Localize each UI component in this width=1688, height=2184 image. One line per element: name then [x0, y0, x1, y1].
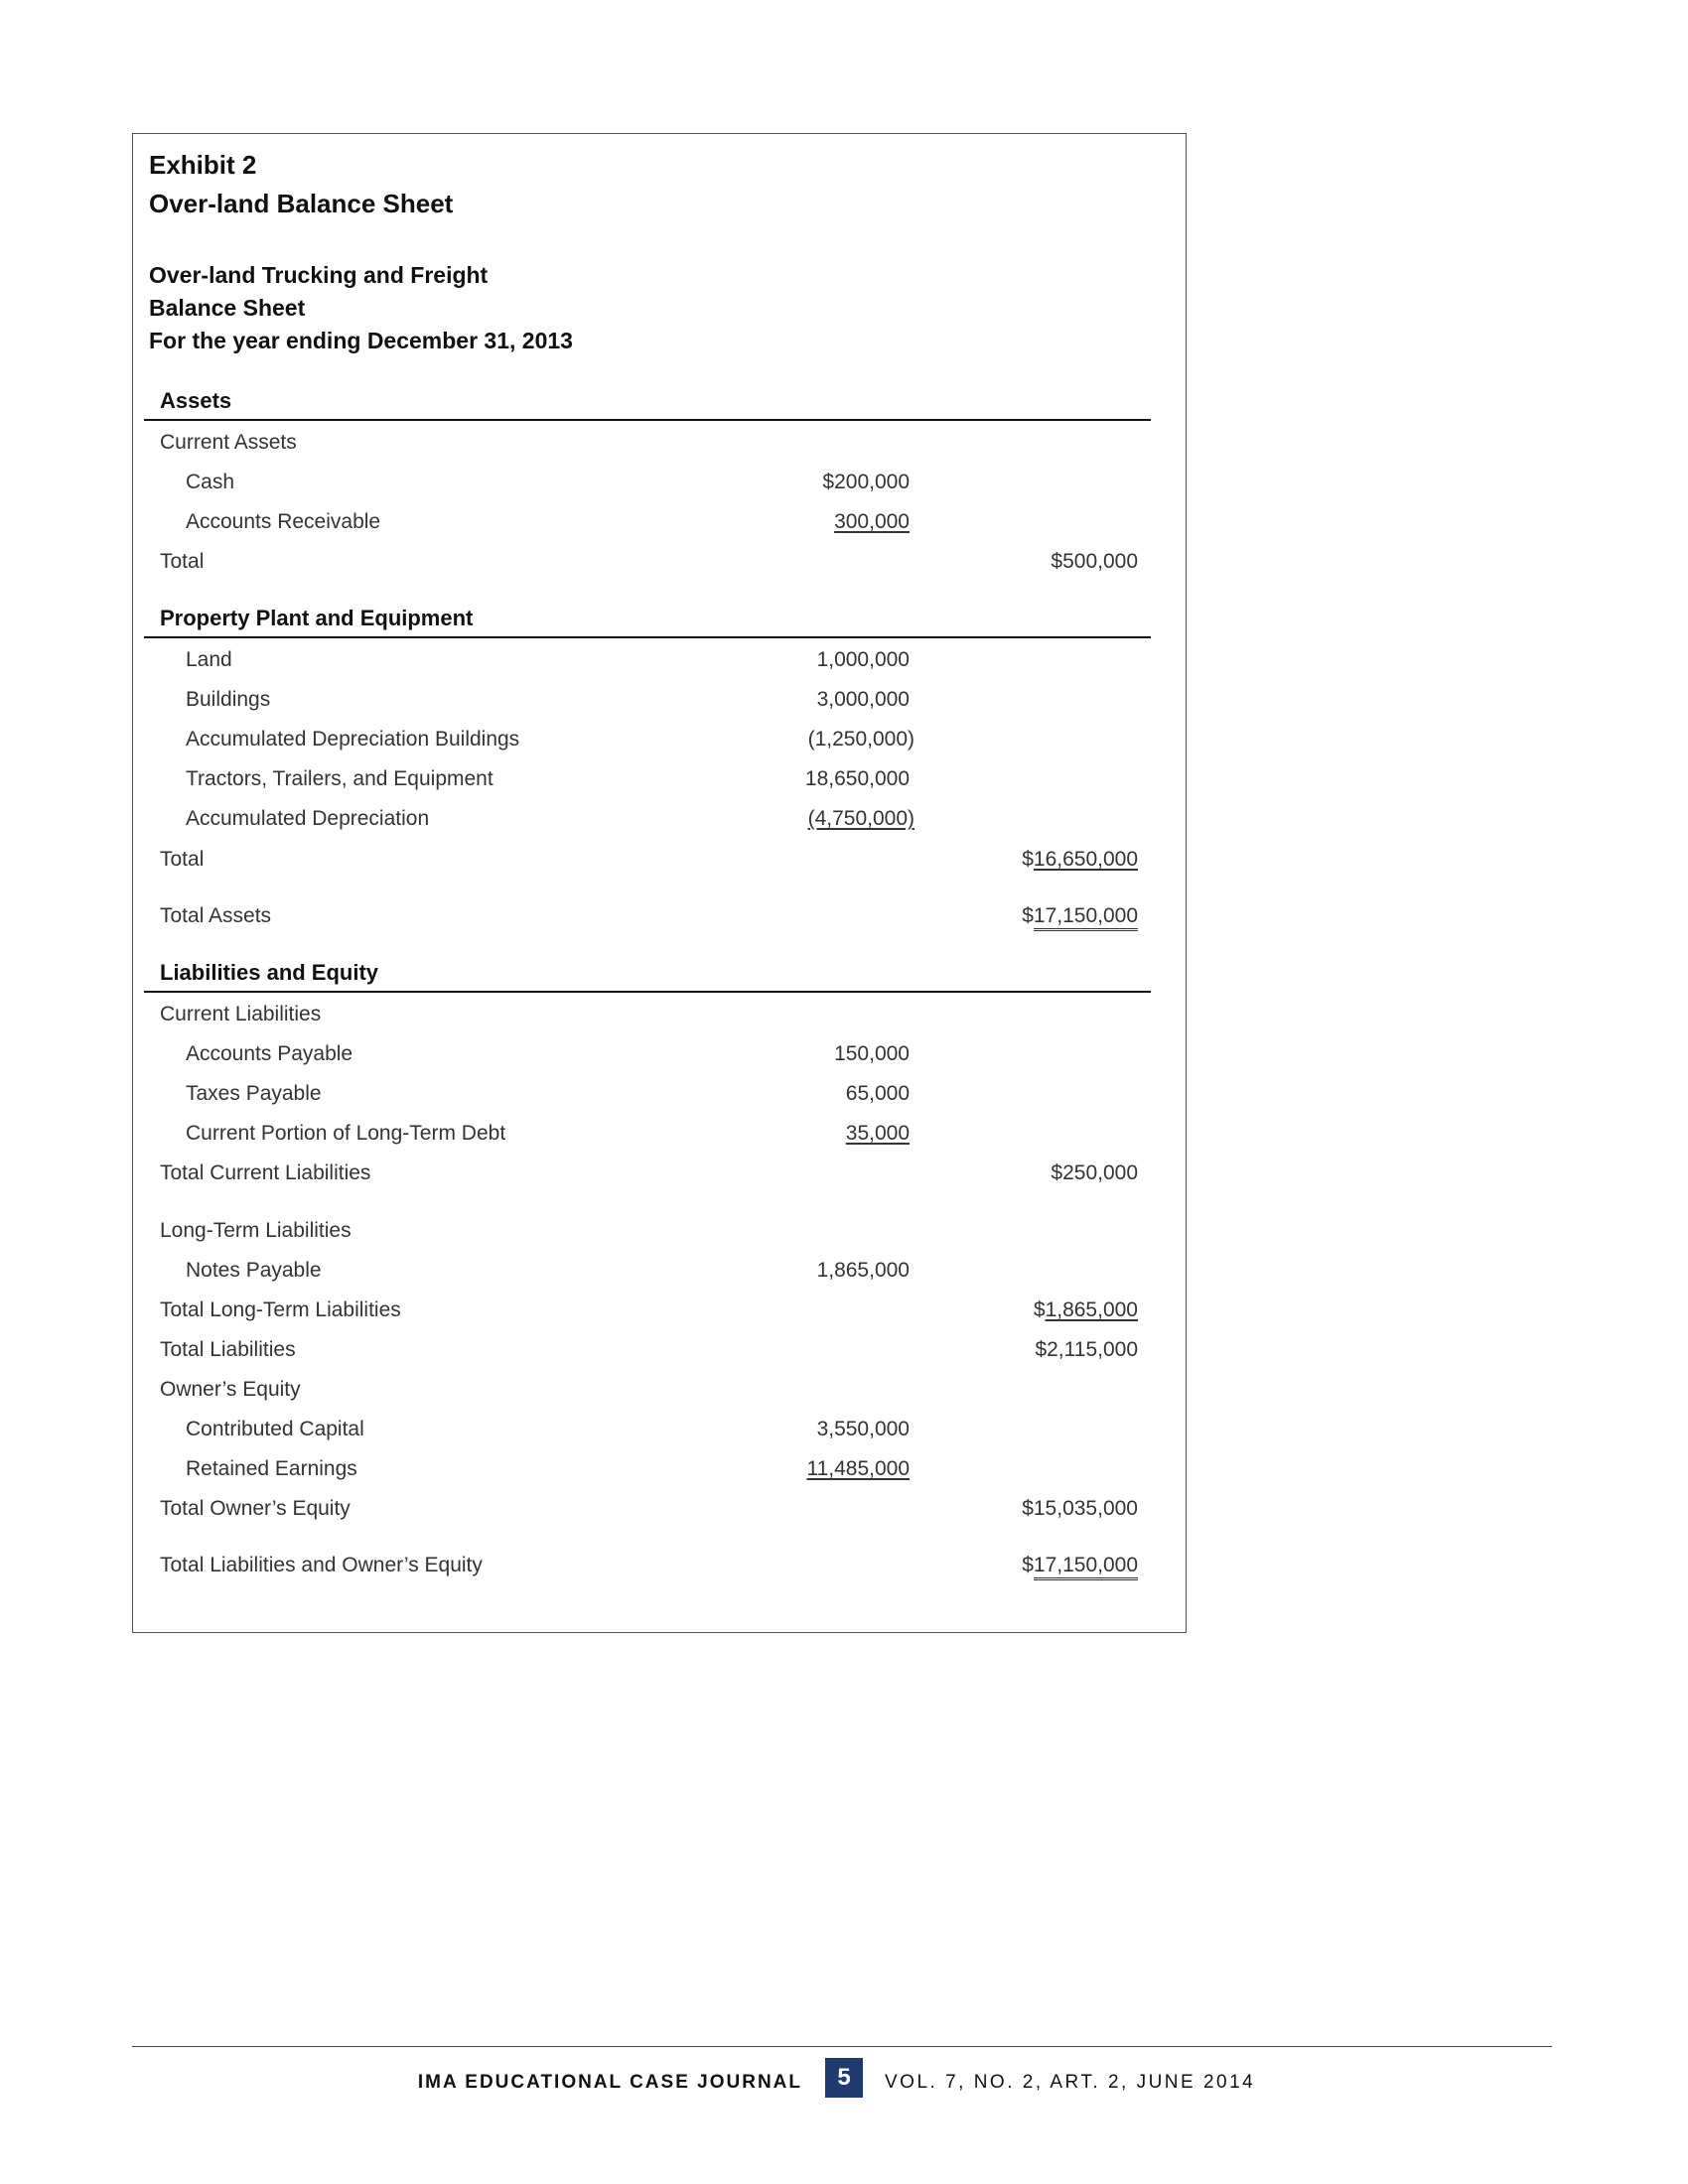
- exhibit-label: Exhibit 2: [149, 150, 257, 180]
- total-liabilities-label: Total Liabilities: [160, 1338, 296, 1361]
- page-footer: [0, 2058, 1688, 2098]
- total-assets-value: 17,150,000: [1034, 904, 1138, 931]
- buildings-label: Buildings: [186, 688, 271, 711]
- accounts-receivable-value: 300,000: [834, 510, 910, 533]
- ppe-heading: Property Plant and Equipment: [160, 606, 474, 630]
- accounts-payable-label: Accounts Payable: [186, 1042, 353, 1065]
- acc-dep-label: Accumulated Depreciation: [186, 807, 430, 830]
- journal-name: IMA EDUCATIONAL CASE JOURNAL: [417, 2072, 802, 2093]
- current-assets-total-label: Total: [160, 550, 205, 573]
- ppe-total-label: Total: [160, 848, 205, 871]
- accounts-payable-value: 150,000: [834, 1042, 910, 1065]
- acc-dep-buildings-value: (1,250,000): [807, 728, 914, 751]
- total-current-liabilities-value: $250,000: [1051, 1161, 1138, 1184]
- long-term-liabilities-label: Long-Term Liabilities: [160, 1219, 352, 1242]
- tractors-label: Tractors, Trailers, and Equipment: [186, 767, 493, 790]
- total-owners-equity-label: Total Owner’s Equity: [160, 1497, 351, 1520]
- land-value: 1,000,000: [816, 648, 910, 671]
- total-liabilities-equity-label: Total Liabilities and Owner’s Equity: [160, 1554, 483, 1576]
- cash-label: Cash: [186, 471, 235, 493]
- volume-info: VOL. 7, NO. 2, ART. 2, JUNE 2014: [885, 2072, 1256, 2093]
- statement-period: For the year ending December 31, 2013: [149, 328, 573, 353]
- liabilities-rule: [144, 991, 1151, 993]
- total-le-dollar: $: [1022, 1554, 1034, 1576]
- total-assets-dollar: $: [1022, 904, 1034, 927]
- statement-name: Balance Sheet: [149, 295, 306, 321]
- current-ltd-value: 35,000: [845, 1122, 910, 1145]
- current-assets-label: Current Assets: [160, 431, 297, 454]
- retained-earnings-label: Retained Earnings: [186, 1457, 357, 1480]
- accounts-receivable-label: Accounts Receivable: [186, 510, 381, 533]
- acc-dep-value: (4,750,000): [807, 807, 914, 830]
- current-ltd-label: Current Portion of Long-Term Debt: [186, 1122, 506, 1145]
- total-assets-amount: [1022, 905, 1138, 926]
- ppe-total-amount: [1022, 849, 1138, 870]
- taxes-payable-value: 65,000: [845, 1082, 910, 1105]
- total-current-liabilities-label: Total Current Liabilities: [160, 1161, 371, 1184]
- land-label: Land: [186, 648, 232, 671]
- assets-heading: Assets: [160, 388, 232, 413]
- total-owners-equity-value: $15,035,000: [1022, 1497, 1138, 1520]
- current-assets-total-value: $500,000: [1051, 550, 1138, 573]
- owners-equity-label: Owner’s Equity: [160, 1378, 301, 1401]
- retained-earnings-value: 11,485,000: [806, 1457, 910, 1480]
- total-lt-dollar: $: [1033, 1298, 1046, 1321]
- notes-payable-value: 1,865,000: [816, 1259, 910, 1282]
- total-liabilities-equity-value: 17,150,000: [1034, 1554, 1138, 1580]
- assets-rule: [144, 419, 1151, 421]
- contributed-capital-label: Contributed Capital: [186, 1418, 364, 1440]
- total-liabilities-equity-amount: [1022, 1555, 1138, 1575]
- total-lt-liabilities-label: Total Long-Term Liabilities: [160, 1298, 401, 1321]
- buildings-value: 3,000,000: [816, 688, 910, 711]
- current-liabilities-label: Current Liabilities: [160, 1003, 322, 1025]
- taxes-payable-label: Taxes Payable: [186, 1082, 322, 1105]
- ppe-total-dollar: $: [1022, 848, 1034, 871]
- page-number: 5: [825, 2058, 863, 2098]
- total-assets-label: Total Assets: [160, 904, 272, 927]
- ppe-total-value: 16,650,000: [1033, 848, 1138, 871]
- footer-rule: [132, 2046, 1552, 2047]
- ppe-rule: [144, 636, 1151, 638]
- company-name: Over-land Trucking and Freight: [149, 262, 489, 288]
- liabilities-heading: Liabilities and Equity: [160, 960, 379, 985]
- tractors-value: 18,650,000: [804, 767, 910, 790]
- total-lt-liabilities-amount: [1034, 1299, 1138, 1320]
- exhibit-frame: [132, 133, 1187, 1633]
- notes-payable-label: Notes Payable: [186, 1259, 322, 1282]
- exhibit-title: Over-land Balance Sheet: [149, 189, 454, 218]
- total-lt-liabilities-value: 1,865,000: [1045, 1298, 1138, 1321]
- acc-dep-buildings-label: Accumulated Depreciation Buildings: [186, 728, 520, 751]
- contributed-capital-value: 3,550,000: [816, 1418, 910, 1440]
- cash-value: $200,000: [822, 471, 910, 493]
- total-liabilities-value: $2,115,000: [1035, 1338, 1138, 1361]
